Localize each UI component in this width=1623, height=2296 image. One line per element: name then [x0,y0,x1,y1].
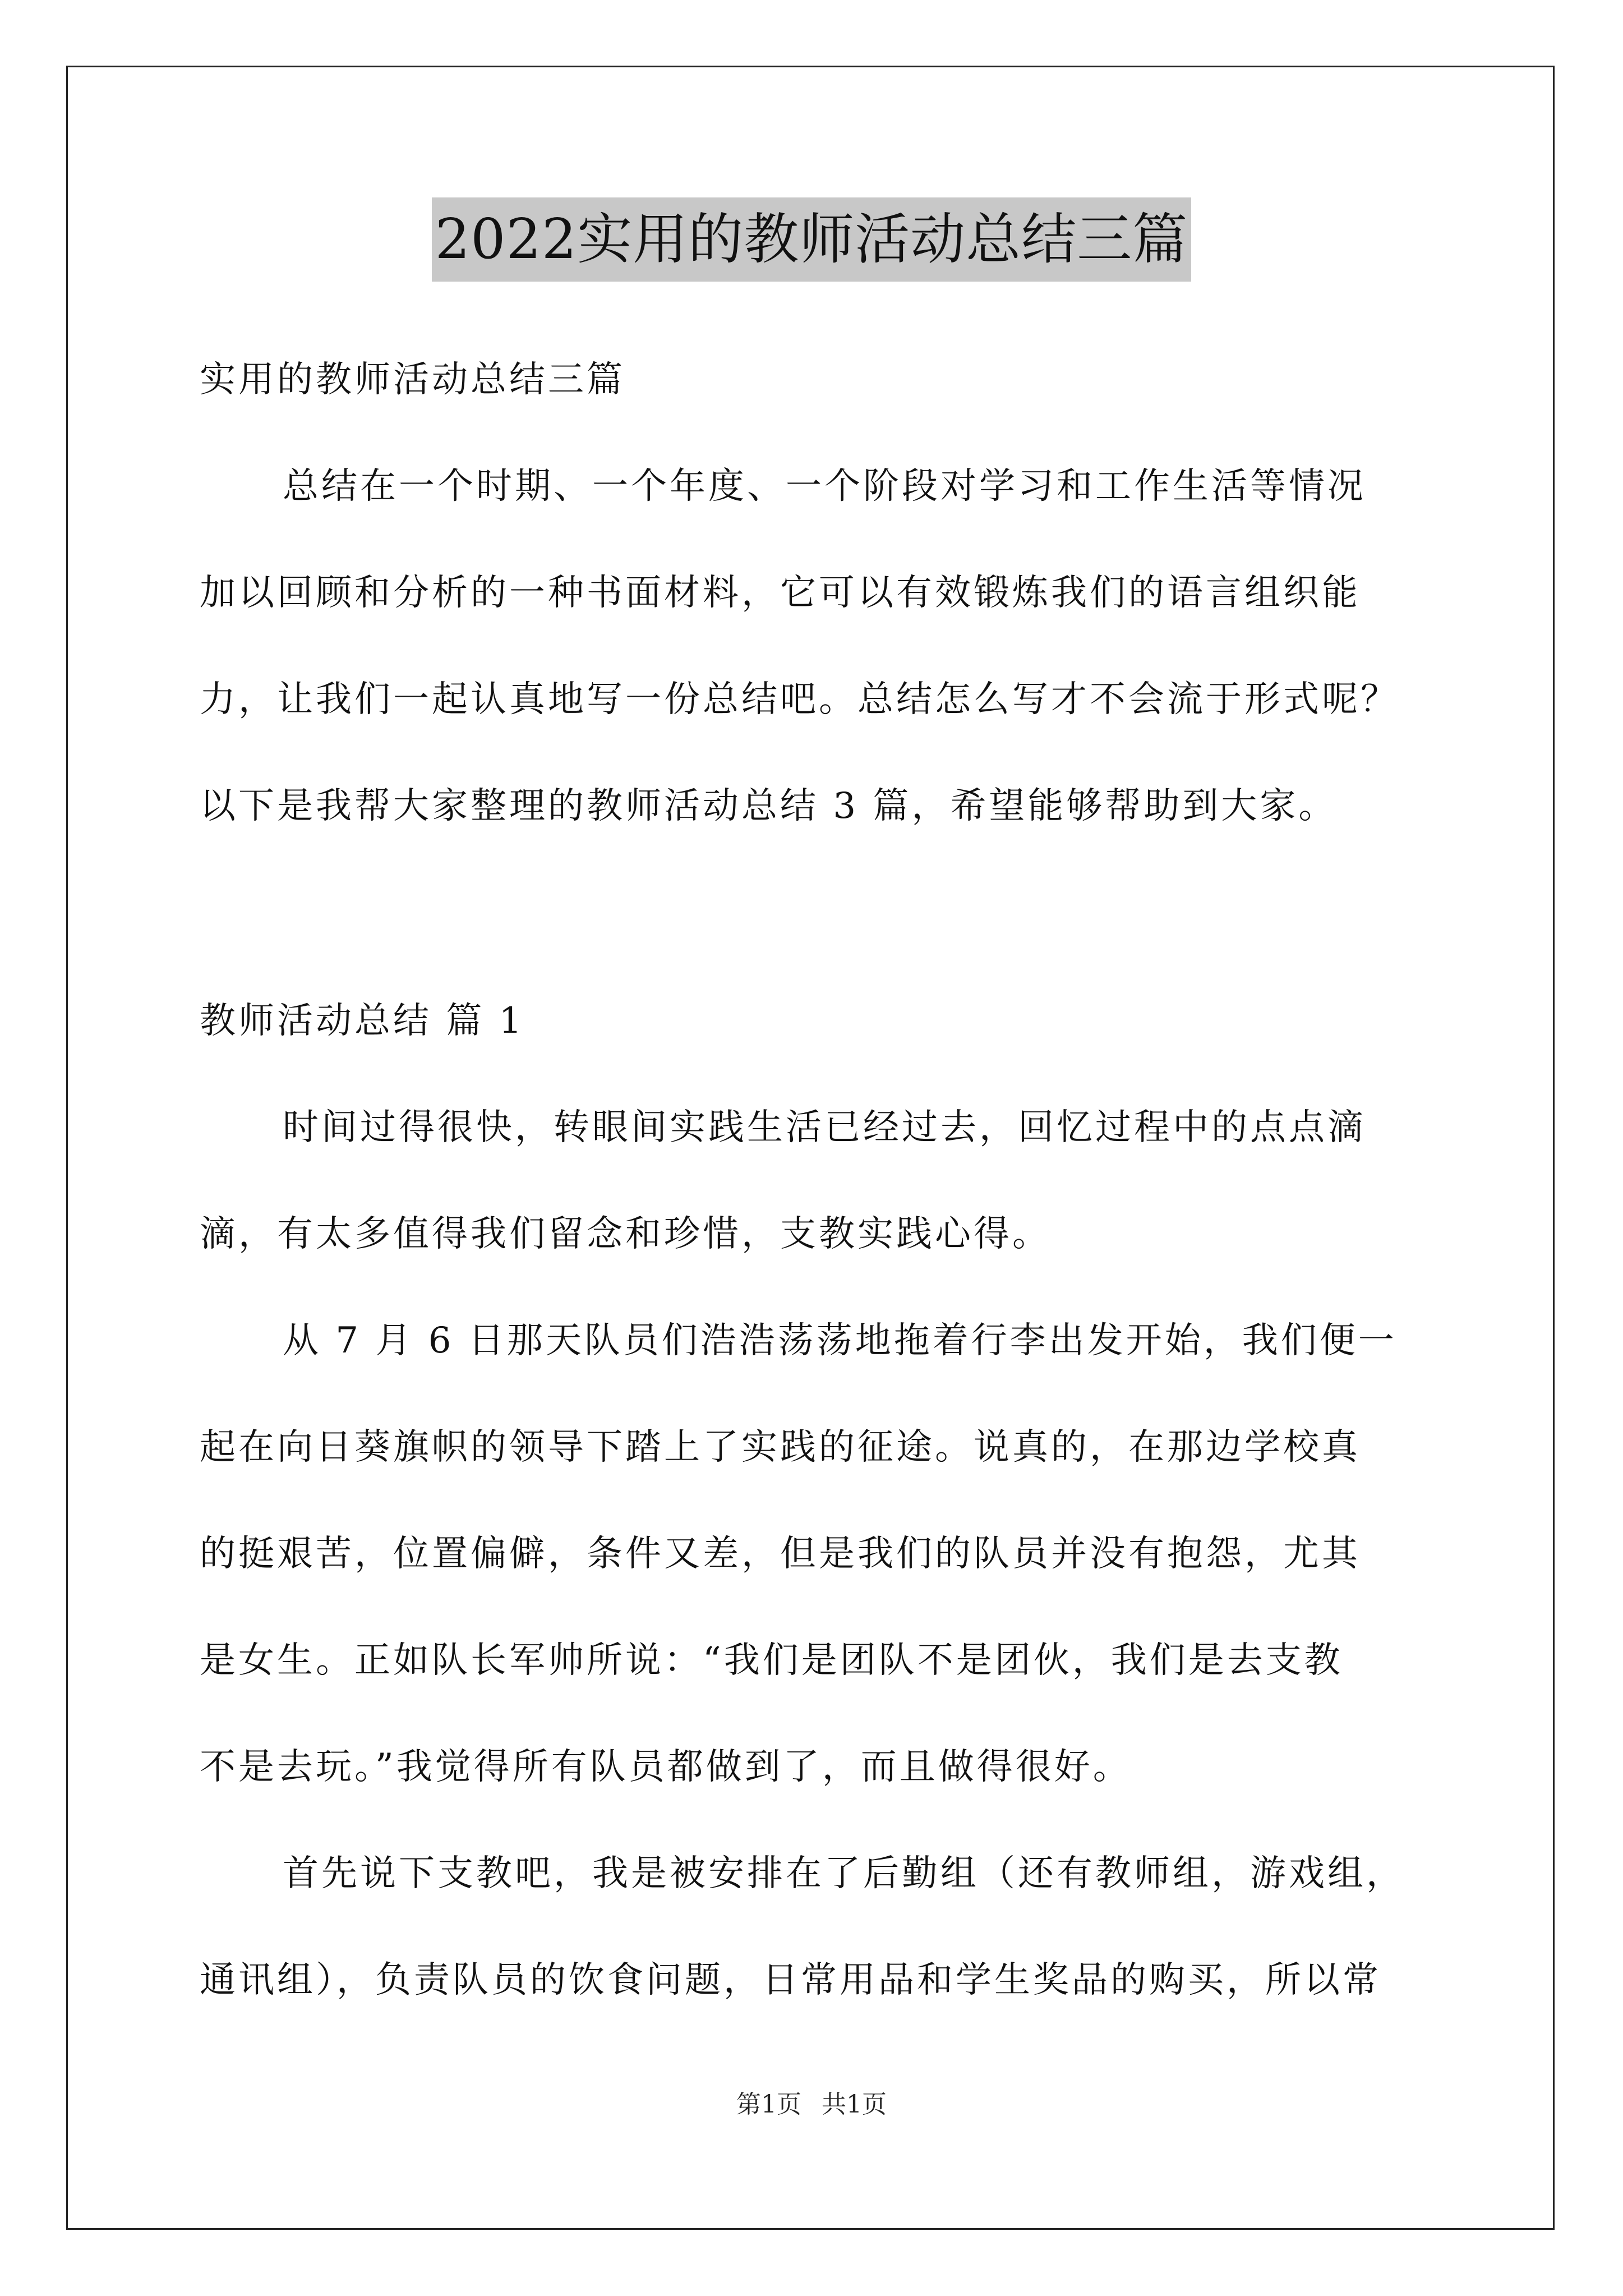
document-title: 2022实用的教师活动总结三篇 [432,197,1191,282]
paragraph2-line-5: 不是去玩。”我觉得所有队员都做到了，而且做得很好。 [200,1746,1132,1788]
section-heading: 教师活动总结 篇 1 [200,1000,525,1042]
intro-line-2: 加以回顾和分析的一种书面材料，它可以有效锻炼我们的语言组织能 [200,572,1361,614]
page-number: 第1页 [736,2090,801,2119]
paragraph2-line-4: 是女生。正如队长军帅所说：“我们是团队不是团伙，我们是去支教 [200,1640,1343,1681]
title-container [0,197,1623,282]
paragraph2-line-1: 从 7 月 6 日那天队员们浩浩荡荡地拖着行李出发开始，我们便一 [283,1320,1397,1361]
paragraph2-line-3: 的挺艰苦，位置偏僻，条件又差，但是我们的队员并没有抱怨，尤其 [200,1533,1361,1575]
paragraph2-line-2: 起在向日葵旗帜的领导下踏上了实践的征途。说真的，在那边学校真 [200,1427,1361,1468]
paragraph3-line-2: 通讯组），负责队员的饮食问题，日常用品和学生奖品的购买，所以常 [200,1959,1381,2001]
page-footer [0,2088,1623,2122]
paragraph1-line-1: 时间过得很快，转眼间实践生活已经过去，回忆过程中的点点滴 [283,1107,1366,1148]
intro-line-3: 力，让我们一起认真地写一份总结吧。总结怎么写才不会流于形式呢？ [200,679,1399,720]
document-subtitle: 实用的教师活动总结三篇 [200,359,625,401]
paragraph3-line-1: 首先说下支教吧，我是被安排在了后勤组（还有教师组，游戏组， [283,1853,1405,1894]
paragraph1-line-2: 滴，有太多值得我们留念和珍惜，支教实践心得。 [200,1213,1051,1255]
page-total: 共1页 [822,2090,887,2119]
intro-line-1: 总结在一个时期、一个年度、一个阶段对学习和工作生活等情况 [283,466,1366,507]
intro-line-4: 以下是我帮大家整理的教师活动总结 3 篇，希望能够帮助到大家。 [200,785,1338,827]
